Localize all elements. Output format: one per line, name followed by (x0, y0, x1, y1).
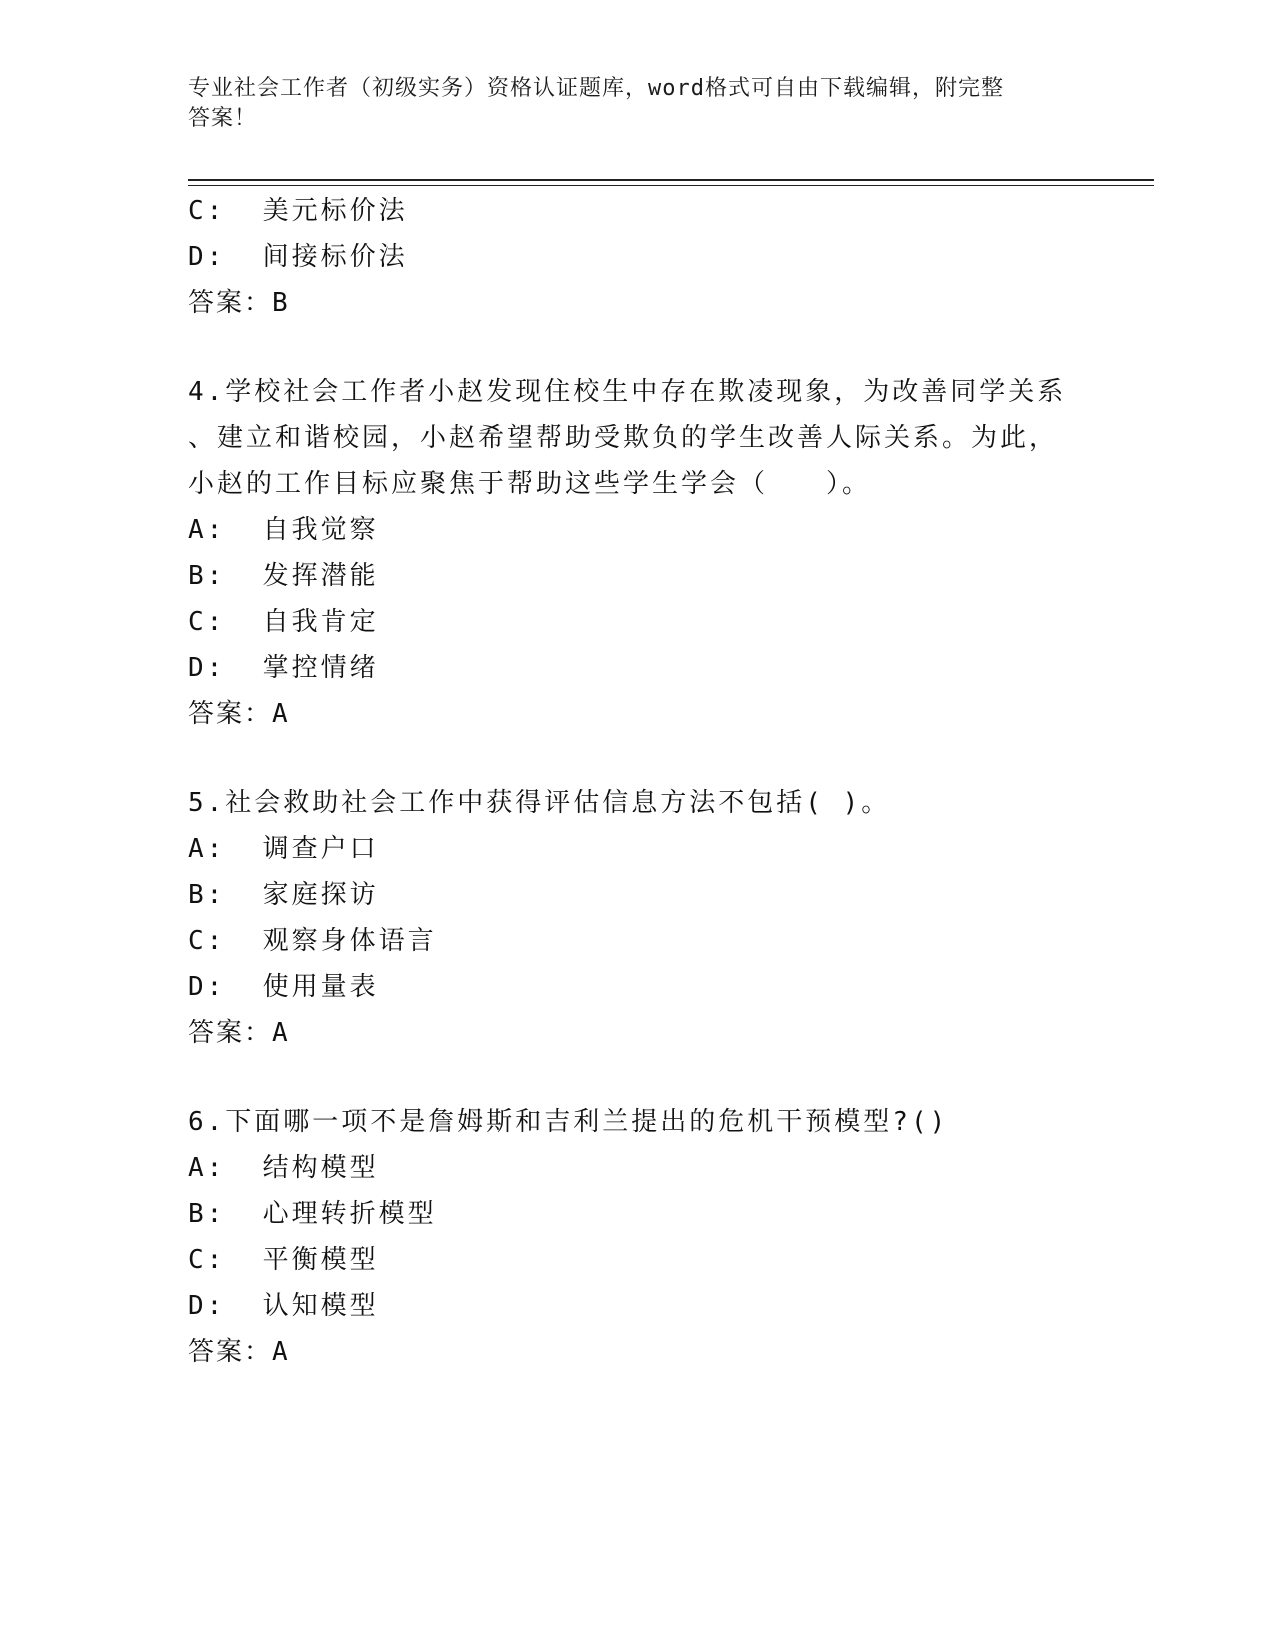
option-b: B: 心理转折模型 (188, 1199, 437, 1229)
option-d: D: 认知模型 (188, 1291, 379, 1321)
question-stem: 小赵的工作目标应聚焦于帮助这些学生学会（ ）。 (188, 469, 872, 499)
option-d: D: 使用量表 (188, 972, 379, 1002)
spacer (188, 737, 1118, 780)
header-line-2: 答案！ (188, 106, 258, 131)
option-a: A: 调查户口 (188, 834, 379, 864)
option-b: B: 发挥潜能 (188, 561, 379, 591)
header-divider-thin (188, 185, 1154, 186)
option-b: B: 家庭探访 (188, 880, 379, 910)
prev-question-tail (188, 188, 1118, 326)
answer: 答案：A (188, 1337, 290, 1367)
option-c: C: 平衡模型 (188, 1245, 379, 1275)
option-a: A: 自我觉察 (188, 515, 379, 545)
spacer (188, 1056, 1118, 1099)
answer: 答案：A (188, 699, 290, 729)
option-c: C: 观察身体语言 (188, 926, 437, 956)
question-content (188, 188, 1118, 1375)
header-divider-thick (188, 179, 1154, 181)
option-a: A: 结构模型 (188, 1153, 379, 1183)
header-line-1: 专业社会工作者（初级实务）资格认证题库，word格式可自由下载编辑，附完整 (188, 76, 1004, 101)
question-stem: 6.下面哪一项不是詹姆斯和吉利兰提出的危机干预模型?() (188, 1107, 949, 1137)
option-c: C: 自我肯定 (188, 607, 379, 637)
question-stem: 4.学校社会工作者小赵发现住校生中存在欺凌现象，为改善同学关系 (188, 377, 1067, 407)
question-stem: 、建立和谐校园，小赵希望帮助受欺负的学生改善人际关系。为此， (188, 423, 1059, 453)
option-d: D: 掌控情绪 (188, 653, 379, 683)
answer: 答案：A (188, 1018, 290, 1048)
question-6 (188, 1099, 1118, 1375)
page-header (188, 74, 1088, 134)
question-stem: 5.社会救助社会工作中获得评估信息方法不包括( )。 (188, 788, 891, 818)
answer: 答案：B (188, 288, 290, 318)
option-c: C: 美元标价法 (188, 196, 408, 226)
question-5 (188, 780, 1118, 1056)
option-d: D: 间接标价法 (188, 242, 408, 272)
spacer (188, 326, 1118, 369)
question-4 (188, 369, 1118, 737)
